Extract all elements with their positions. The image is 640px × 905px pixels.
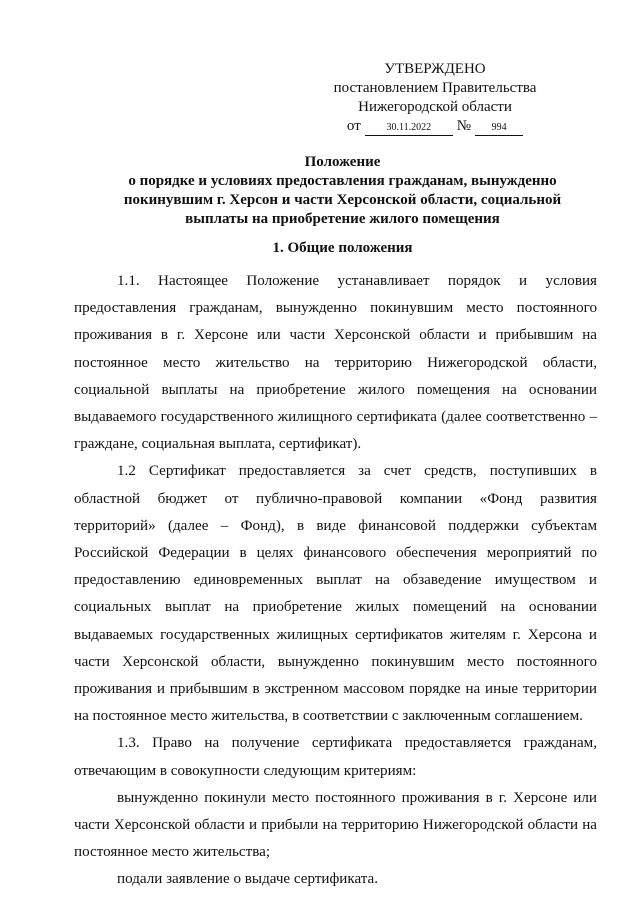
from-label: от bbox=[346, 118, 361, 134]
paragraph: вынужденно покинули место постоянного проживания в г. Херсоне или части Херсонской области и прибыли на территорию Нижегородской области на постоянное место жительства; bbox=[74, 789, 597, 861]
approval-date-line bbox=[300, 117, 570, 136]
title-line-3: покинувшим г. Херсон и части Херсонской области, социальной bbox=[123, 192, 562, 208]
title-line-2: о порядке и условиях предоставления гражданам, вынужденно bbox=[128, 173, 557, 189]
number-label: № bbox=[456, 118, 472, 134]
title-line-4: выплаты на приобретение жилого помещения bbox=[185, 211, 500, 227]
paragraph: 1.3. Право на получение сертификата предоставляется гражданам, отвечающим в совокупности следующим критериям: bbox=[74, 735, 597, 779]
approval-heading: УТВЕРЖДЕНО bbox=[384, 61, 486, 77]
title-line-1: Положение bbox=[304, 154, 381, 170]
paragraph: 1.1. Настоящее Положение устанавливает порядок и условия предоставления гражданам, вынужденно покинувшим место постоянного проживания в г. Херсоне или части Херсонской области и прибывшим на постоянное место жительство на территорию Нижегородской области, социальной выплаты на приобретение жилого помещения на основании выдаваемого государственного жилищного сертификата (далее соответственно – граждане, социальная выплата, сертификат). bbox=[74, 273, 597, 453]
document-body bbox=[74, 268, 597, 894]
approval-date: 30.11.2022 bbox=[365, 122, 453, 136]
approval-region: Нижегородской области bbox=[358, 99, 512, 115]
approval-authority: постановлением Правительства bbox=[333, 80, 537, 96]
paragraph: 1.2 Сертификат предоставляется за счет средств, поступивших в областной бюджет от публично-правовой компании «Фонд развития территорий» (далее – Фонд), в виде финансовой поддержки субъектам Российской Федерации в целях финансового обеспечения мероприятий по предоставлению единовременных выплат на обзаведение имуществом и социальных выплат на приобретение жилых помещений на основании выдаваемых государственных жилищных сертификатов жителям г. Херсона и части Херсонской области, вынужденно покинувшим место постоянного проживания и прибывшим в экстренном массовом порядке на иные территории на постоянное место жительства, в соответствии с заключенным соглашением. bbox=[74, 463, 597, 725]
section-heading: 1. Общие положения bbox=[272, 240, 413, 256]
paragraph: подали заявление о выдаче сертификата. bbox=[117, 871, 379, 888]
document-title bbox=[70, 153, 615, 229]
approval-number: 994 bbox=[475, 122, 523, 136]
approval-block bbox=[300, 60, 570, 136]
